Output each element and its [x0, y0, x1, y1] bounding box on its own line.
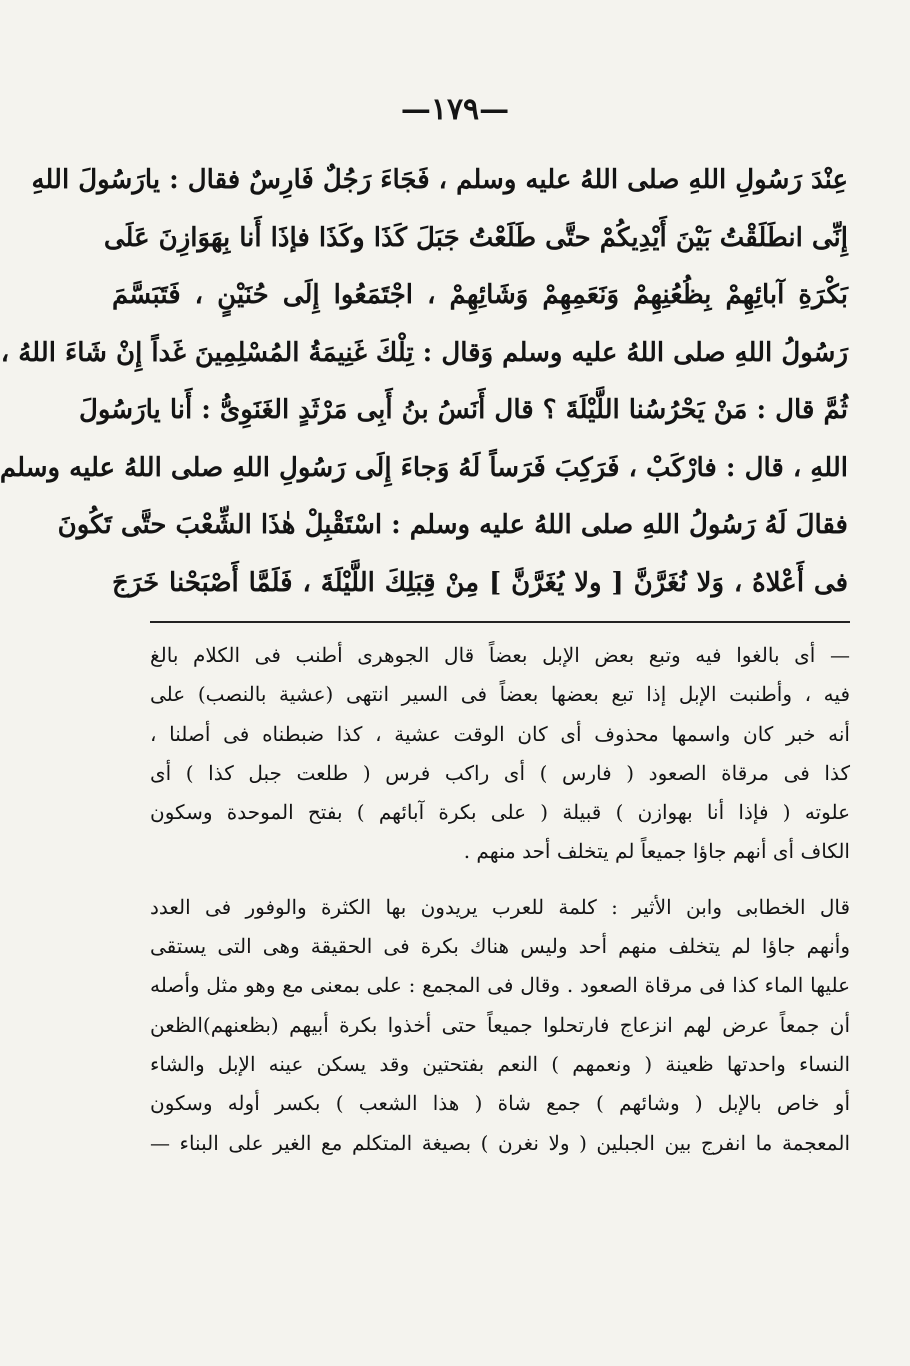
main-text-line: بَكْرَةِ آبائِهِمْ بِظُعُنِهِمْ وَنَعَمِهِمْ وَشَائِهِمْ ، اجْتَمَعُوا إِلَى حُنَيْنٍ ، فَتَبَسَّمَ	[112, 280, 848, 310]
main-text-line: اللهِ ، قال : فارْكَبْ ، فَرَكِبَ فَرَساً لَهُ وَجاءَ إِلَى رَسُولِ اللهِ صلى اللهُ عليه وسلم	[0, 452, 848, 483]
main-text-line: رَسُولُ اللهِ صلى اللهُ عليه وسلم وَقال : تِلْكَ غَنِيمَةُ المُسْلِمِينَ غَداً إِنْ شَاءَ اللهُ ،	[0, 337, 848, 368]
main-text-line: فقالَ لَهُ رَسُولُ اللهِ صلى اللهُ عليه وسلم : اسْتَقْبِلْ هٰذَا الشِّعْبَ حتَّى تَكُونَ	[57, 510, 848, 540]
footnote-line: الكاف أى أنهم جاؤا جميعاً لم يتخلف أحد منهم .	[463, 839, 850, 864]
footnote-line: كذا فى مرقاة الصعود ( فارس ) أى راكب فرس ( طلعت جبل كذا ) أى	[150, 760, 850, 785]
footnote-line: فيه ، وأطنبت الإبل إذا تبع بعضها بعضاً فى السير انتهى (عشية بالنصب) على	[150, 682, 850, 707]
main-text-line: ثُمَّ قال : مَنْ يَحْرُسُنا اللَّيْلَةَ ؟ قال أَنَسُ بنُ أَبِى مَرْثَدٍ الغَنَوِىُّ : أَنا يارَسُولَ	[78, 395, 848, 425]
main-text-line: عِنْدَ رَسُولِ اللهِ صلى اللهُ عليه وسلم ، فَجَاءَ رَجُلٌ فَارِسٌ فقال : يارَسُولَ اللهِ	[31, 165, 848, 195]
footnote-line: المعجمة ما انفرج بين الجبلين ( ولا نغرن ) بصيغة المتكلم مع الغير على البناء —	[150, 1130, 850, 1155]
footnote-divider	[150, 621, 850, 623]
footnote-paragraph	[150, 636, 850, 872]
footnote-line: عليها الماء كذا فى مرقاة الصعود . وقال فى المجمع : على بمعنى مع وهو مثل وأصله	[150, 973, 850, 998]
footnote-line: النساء واحدتها ظعينة ( ونعمهم ) النعم بفتحتين وقد يسكن عينه الإبل والشاء	[150, 1051, 850, 1076]
footnote-line: قال الخطابى وابن الأثير : كلمة للعرب يريدون بها الكثرة والوفور فى العدد	[150, 894, 850, 919]
main-text-line: فى أَعْلاهُ ، وَلا نُغَرَّنَّ [ ولا يُغَرَّنَّ ] مِنْ قِبَلِكَ اللَّيْلَةَ ، فَلَمَّا أَصْبَحْنا خَرَجَ	[112, 567, 848, 598]
footnote-line: — أى بالغوا فيه وتبع بعض الإبل بعضاً قال الجوهرى أطنب فى الكلام بالغ	[150, 643, 850, 667]
page-number: —١٧٩—	[400, 92, 510, 127]
main-text-line: إِنِّى انطَلَقْتُ بَيْنَ أَيْدِيكُمْ حتَّى طَلَعْتُ جَبَلَ كَذَا وكَذَا فإذَا أَنا بِهَوَازِنَ عَلَى	[103, 222, 848, 253]
footnote-line: علوته ( فإذا أنا بهوازن ) قبيلة ( على بكرة آبائهم ) بفتح الموحدة وسكون	[150, 800, 851, 825]
footnote-commentary	[150, 636, 850, 1163]
footnote-line: أنه خبر كان واسمها محذوف أى كان الوقت عشية ، كذا ضبطناه فى أصلنا ،	[150, 721, 850, 746]
footnote-line: وأنهم جاؤا لم يتخلف منهم أحد وليس هناك بكرة فى الحقيقة وهى التى يستقى	[150, 934, 850, 959]
footnote-paragraph	[150, 888, 850, 1163]
hadith-main-text	[0, 152, 848, 612]
footnote-line: أو خاص بالإبل ( وشائهم ) جمع شاة ( هذا الشعب ) بكسر أوله وسكون	[150, 1091, 850, 1116]
footnote-line: أن جمعاً عرض لهم انزعاج فارتحلوا جميعاً حتى أخذوا بكرة أبيهم (بظعنهم)الظعن	[150, 1012, 850, 1037]
